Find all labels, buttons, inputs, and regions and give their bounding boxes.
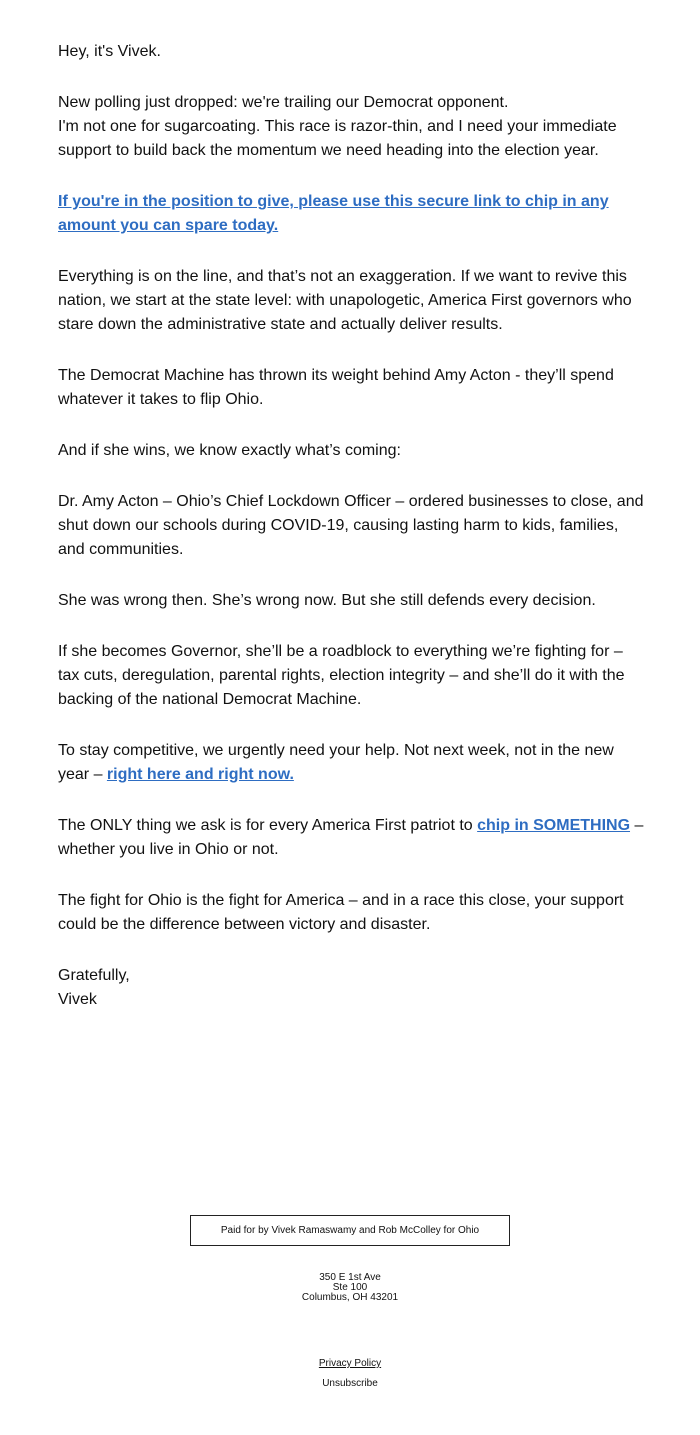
polling-paragraph (58, 91, 648, 163)
closing: Gratefully, (58, 967, 130, 984)
paragraph-fight-for-ohio: The fight for Ohio is the fight for America – and in a race this close, your support could be the difference between victory and disaster. (58, 892, 624, 933)
address-line-2: Ste 100 (332, 1282, 368, 1293)
greeting: Hey, it's Vivek. (58, 43, 161, 60)
mailing-address (0, 1273, 700, 1303)
paragraph-democrat-machine: The Democrat Machine has thrown its weight behind Amy Acton - they’ll spend whatever it takes to flip Ohio. (58, 367, 614, 408)
stay-competitive-text: To stay competitive, we urgently need your help. Not next week, not in the new year – (58, 742, 614, 783)
paragraph-everything-on-line: Everything is on the line, and that’s not an exaggeration. If we want to revive this nation, we start at the state level: with unapologetic, America First governors who stare down the administrative state and actually deliver results. (58, 268, 632, 333)
chip-in-link[interactable]: chip in SOMETHING (477, 817, 631, 834)
email-body (58, 40, 648, 1012)
donate-paragraph (58, 190, 648, 238)
paragraph-stay-competitive (58, 739, 648, 787)
paragraph-roadblock: If she becomes Governor, she’ll be a roadblock to everything we’re fighting for – tax cuts, deregulation, parental rights, election integrity – and she’ll do it with the backing of the national Democrat Machine. (58, 643, 625, 708)
donate-link[interactable]: If you're in the position to give, please use this secure link to chip in any amount you can spare today. (58, 193, 609, 234)
address-line-1: 350 E 1st Ave (319, 1272, 381, 1283)
sugarcoating-line: I'm not one for sugarcoating. This race is razor-thin, and I need your immediate support to build back the momentum we need heading into the election year. (58, 118, 617, 159)
unsubscribe-link[interactable]: Unsubscribe (322, 1378, 378, 1389)
address-line-3: Columbus, OH 43201 (301, 1292, 399, 1303)
email-footer (0, 1215, 700, 1389)
only-thing-text-after: – whether you live in Ohio or not. (58, 817, 644, 858)
paragraph-only-thing (58, 814, 648, 862)
paragraph-amy-acton: Dr. Amy Acton – Ohio’s Chief Lockdown Officer – ordered businesses to close, and shut down our schools during COVID-19, causing lasting harm to kids, families, and communities. (58, 493, 644, 558)
signoff (58, 964, 648, 1012)
right-here-link[interactable]: right here and right now. (106, 766, 294, 783)
signature: Vivek (58, 991, 97, 1008)
privacy-policy-link[interactable]: Privacy Policy (318, 1358, 382, 1369)
polling-line: New polling just dropped: we're trailing our Democrat opponent. (58, 94, 509, 111)
paragraph-if-she-wins: And if she wins, we know exactly what’s coming: (58, 442, 401, 459)
paragraph-wrong-then: She was wrong then. She’s wrong now. But she still defends every decision. (58, 592, 596, 609)
paid-for-disclaimer: Paid for by Vivek Ramaswamy and Rob McColley for Ohio (190, 1215, 510, 1246)
only-thing-text: The ONLY thing we ask is for every America First patriot to (58, 817, 478, 834)
